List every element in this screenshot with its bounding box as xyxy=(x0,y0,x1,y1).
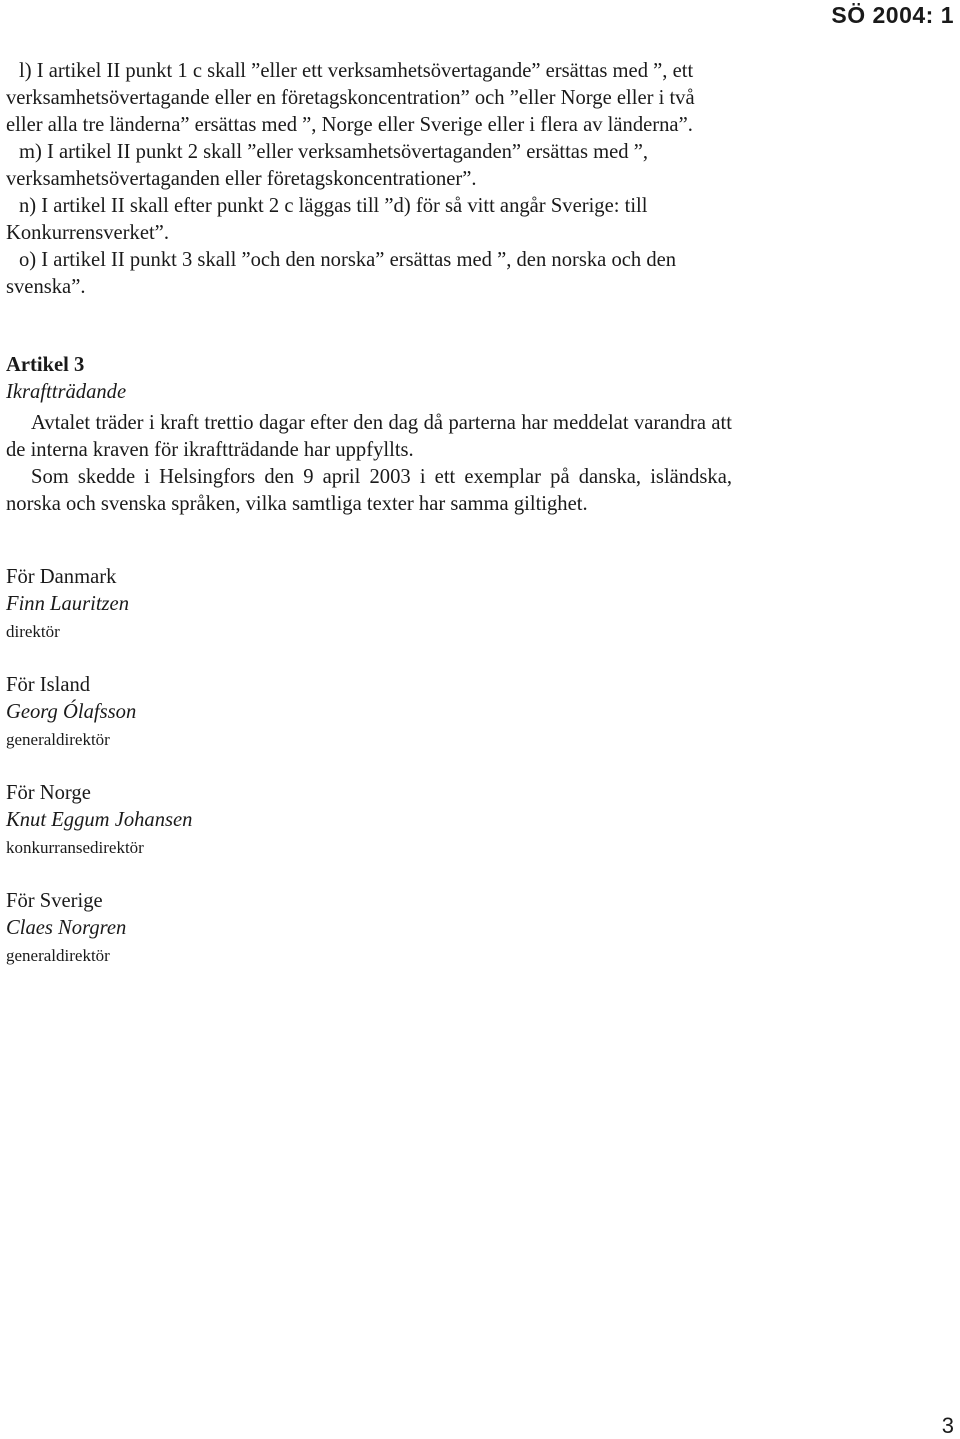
signature-iceland xyxy=(6,672,732,753)
signatory-name: Claes Norgren xyxy=(6,917,127,939)
signatory-name: Georg Ólafsson xyxy=(6,701,137,723)
amendment-n: n) I artikel II skall efter punkt 2 c läggas till ”d) för så vitt angår Sverige: till Konkurrensverket”. xyxy=(6,195,648,244)
signature-denmark xyxy=(6,564,732,645)
amendment-l: l) I artikel II punkt 1 c skall ”eller ett verksamhetsövertagande” ersättas med ”, ett verksamhetsövertagande eller en företagskoncentration” och ”eller Norge eller i två eller alla tre länderna” ersättas med ”, Norge eller Sverige eller i flera av länderna”. xyxy=(6,60,695,136)
signatory-title: konkurransedirektör xyxy=(6,838,144,857)
signatory-title: generaldirektör xyxy=(6,730,110,749)
signatory-name: Finn Lauritzen xyxy=(6,593,129,615)
signature-country: För Sverige xyxy=(6,890,103,912)
artikel-paragraph: Som skedde i Helsingfors den 9 april 2003 i ett exemplar på danska, isländska, norska och svenska språken, vilka samtliga texter har samma giltighet. xyxy=(6,466,732,515)
signature-sweden xyxy=(6,888,732,969)
signature-norway xyxy=(6,780,732,861)
page-number: 3 xyxy=(941,1413,954,1438)
signatory-title: generaldirektör xyxy=(6,946,110,965)
artikel-subheading: Ikraftträdande xyxy=(6,381,127,403)
artikel-paragraph: Avtalet träder i kraft trettio dagar efter den dag då parterna har meddelat varandra att de interna kraven för ikraftträdande har uppfyllts. xyxy=(6,412,732,461)
signatory-title: direktör xyxy=(6,622,60,641)
signature-country: För Island xyxy=(6,674,91,696)
amendment-m: m) I artikel II punkt 2 skall ”eller verksamhetsövertaganden” ersättas med ”, verksamhetsövertaganden eller företagskoncentrationer”. xyxy=(6,141,649,190)
amendment-o: o) I artikel II punkt 3 skall ”och den norska” ersättas med ”, den norska och den svenska”. xyxy=(6,249,677,298)
document-body xyxy=(6,58,732,996)
amendment-list xyxy=(6,58,732,301)
artikel-body xyxy=(6,410,732,518)
artikel-heading: Artikel 3 xyxy=(6,354,85,376)
signature-country: För Danmark xyxy=(6,566,117,588)
document-reference: SÖ 2004: 1 xyxy=(831,2,954,28)
signature-country: För Norge xyxy=(6,782,91,804)
artikel-section xyxy=(6,352,732,518)
signatory-name: Knut Eggum Johansen xyxy=(6,809,193,831)
signatures xyxy=(6,564,732,969)
